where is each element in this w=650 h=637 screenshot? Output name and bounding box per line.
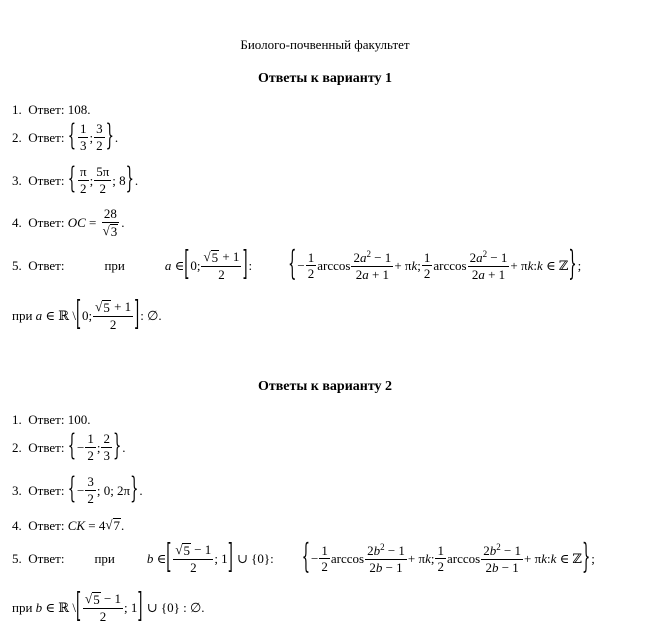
item-number: 3. xyxy=(12,172,22,188)
condition-word: при xyxy=(12,600,33,616)
v1-item3: 3. Ответ: { $\frac{\pi}{2}$ ; $\frac{5\pi}{2}$ ; 8 } . xyxy=(12,163,139,197)
answer-text: Ответ: 100. xyxy=(28,412,91,427)
item-number: 4. xyxy=(12,215,22,231)
item-number: 5. xyxy=(12,258,22,274)
v1-item4: 4. Ответ: OC = 28 √ 3 . xyxy=(12,206,125,239)
v2-item1 xyxy=(12,413,90,426)
v1-item2: 2. Ответ: { $\frac{1}{3}$ ; $\frac{3}{2}$ } . xyxy=(12,120,119,154)
condition-word: при xyxy=(12,308,33,324)
v2-item5-cont: при b ∈ ℝ \ [ √ 5 − 1 2 ; 1 ] ∪ {0} : ∅. xyxy=(12,588,205,628)
answer-text: Ответ: 108. xyxy=(28,102,91,117)
answer-label: Ответ: xyxy=(28,258,65,274)
answer-label: Ответ: xyxy=(28,129,65,145)
item-number: 1. xyxy=(12,412,22,427)
item-number: 5. xyxy=(12,551,22,567)
answer-label: Ответ: xyxy=(28,439,65,455)
v2-item5: 5. Ответ: при b ∈ [ √ 5 − 1 2 ; 1 ] ∪ {0}: { − $\frac{1}{2}$ arccos $\frac{2b^2 - 1}{2b - 1}$ + π k ; $\frac{1}{2}$ arccos $\frac{2b^2 - 1}{2b - 1}$ + π k : k ∈ ℤ } ; xyxy=(12,539,595,579)
faculty-title: Биолого-почвенный факультет xyxy=(240,37,410,52)
v1-item5-cont: при a ∈ ℝ \ [ 0; √ 5 + 1 2 ] : ∅. xyxy=(12,296,162,336)
v1-item5: 5. Ответ: при a ∈ [ 0; √ 5 + 1 2 ] : { − $\frac{1}{2}$ arccos $\frac{2a^2 - 1}{2a + 1}$ + π k ; $\frac{1}{2}$ arccos $\frac{2a^2 - 1}{2a + 1}$ + π k : k ∈ ℤ } ; xyxy=(12,246,582,286)
answer-label: Ответ: xyxy=(28,551,65,567)
condition-word: при xyxy=(104,258,125,274)
answer-label: Ответ: xyxy=(28,172,65,188)
variant2-title: Ответы к варианту 2 xyxy=(257,379,393,394)
item-number: 2. xyxy=(12,439,22,455)
v2-item3: 3. Ответ: { − $\frac{3}{2}$ ; 0; 2π } . xyxy=(12,473,143,507)
answer-label: Ответ: xyxy=(28,215,65,231)
variant1-title: Ответы к варианту 1 xyxy=(257,71,393,86)
item-number: 1. xyxy=(12,102,22,117)
item-number: 2. xyxy=(12,129,22,145)
answer-label: Ответ: xyxy=(28,482,65,498)
v2-item4: 4. Ответ: CK = 4 √ 7 . xyxy=(12,517,125,533)
item-number: 3. xyxy=(12,482,22,498)
v2-item2: 2. Ответ: { − $\frac{1}{2}$ ; $\frac{2}{3}$ } . xyxy=(12,430,126,464)
item-number: 4. xyxy=(12,517,22,533)
condition-word: при xyxy=(94,551,115,567)
answer-label: Ответ: xyxy=(28,517,65,533)
v1-item1 xyxy=(12,103,90,116)
